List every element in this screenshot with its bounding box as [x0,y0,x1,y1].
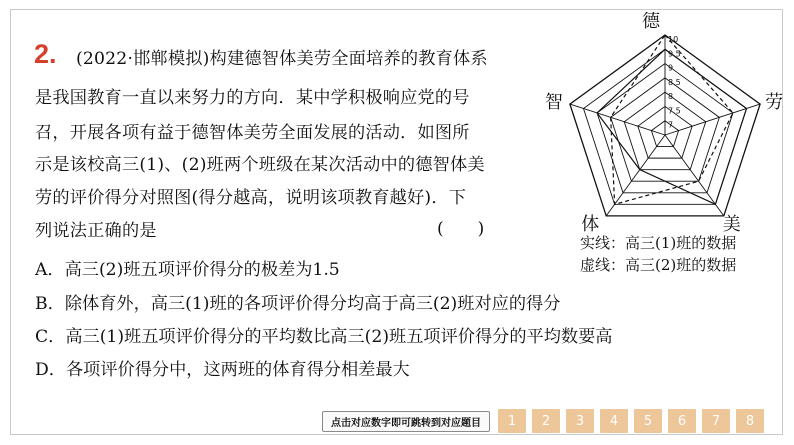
question-number: 2. [34,39,57,69]
radar-scale-label: 8.5 [668,77,681,87]
legend-dashed: 虚线：高三(2)班的数据 [580,256,737,274]
radar-axis-label-2: 劳 [765,92,784,114]
nav-button-8[interactable]: 8 [736,409,764,433]
nav-hint-label: 点击对应数字即可跳转到对应题目 [322,411,490,432]
option-b: B．除体育外，高三(1)班的各项评价得分均高于高三(2)班对应的得分 [35,294,561,314]
radar-axis-label-1: 德 [642,12,660,32]
nav-button-3[interactable]: 3 [566,409,594,433]
radar-scale-label: 9.5 [668,49,681,59]
nav-button-2[interactable]: 2 [532,409,560,433]
nav-button-5[interactable]: 5 [634,409,662,433]
radar-axis-label-5: 智 [544,92,563,114]
radar-axis-label-3: 美 [722,213,741,235]
nav-button-4[interactable]: 4 [600,409,628,433]
question-line-1: (2022·邯郸模拟)构建德智体美劳全面培养的教育体系 [76,49,488,69]
radar-scale-label: 8 [668,92,674,102]
radar-chart [540,12,790,240]
answer-parentheses: ( ) [437,219,485,239]
option-a: A．高三(2)班五项评价得分的极差为1.5 [35,260,340,280]
question-line-2: 是我国教育一直以来努力的方向．某中学积极响应党的号 [35,88,470,108]
question-nav [322,409,770,433]
nav-button-1[interactable]: 1 [498,409,526,433]
nav-button-7[interactable]: 7 [702,409,730,433]
radar-scale-label: 9 [668,63,674,73]
question-line-4: 示是该校高三(1)、(2)班两个班级在某次活动中的德智体美 [35,155,485,175]
radar-spoke [570,104,665,135]
nav-button-6[interactable]: 6 [668,409,696,433]
legend-solid: 实线：高三(1)班的数据 [580,234,737,252]
radar-scale-label: 7.5 [668,106,681,116]
question-line-6: 列说法正确的是 [35,221,157,241]
radar-axis-label-4: 体 [581,213,600,235]
question-line-5: 劳的评价得分对照图(得分越高，说明该项教育越好)．下 [35,188,467,208]
radar-scale-label: 7 [668,120,674,130]
option-d: D．各项评价得分中，这两班的体育得分相差最大 [35,360,410,380]
question-line-3: 召，开展各项有益于德智体美劳全面发展的活动．如图所 [35,123,470,143]
radar-scale-label: 10 [668,35,679,44]
option-c: C．高三(1)班五项评价得分的平均数比高三(2)班五项评价得分的平均数要高 [35,327,613,347]
